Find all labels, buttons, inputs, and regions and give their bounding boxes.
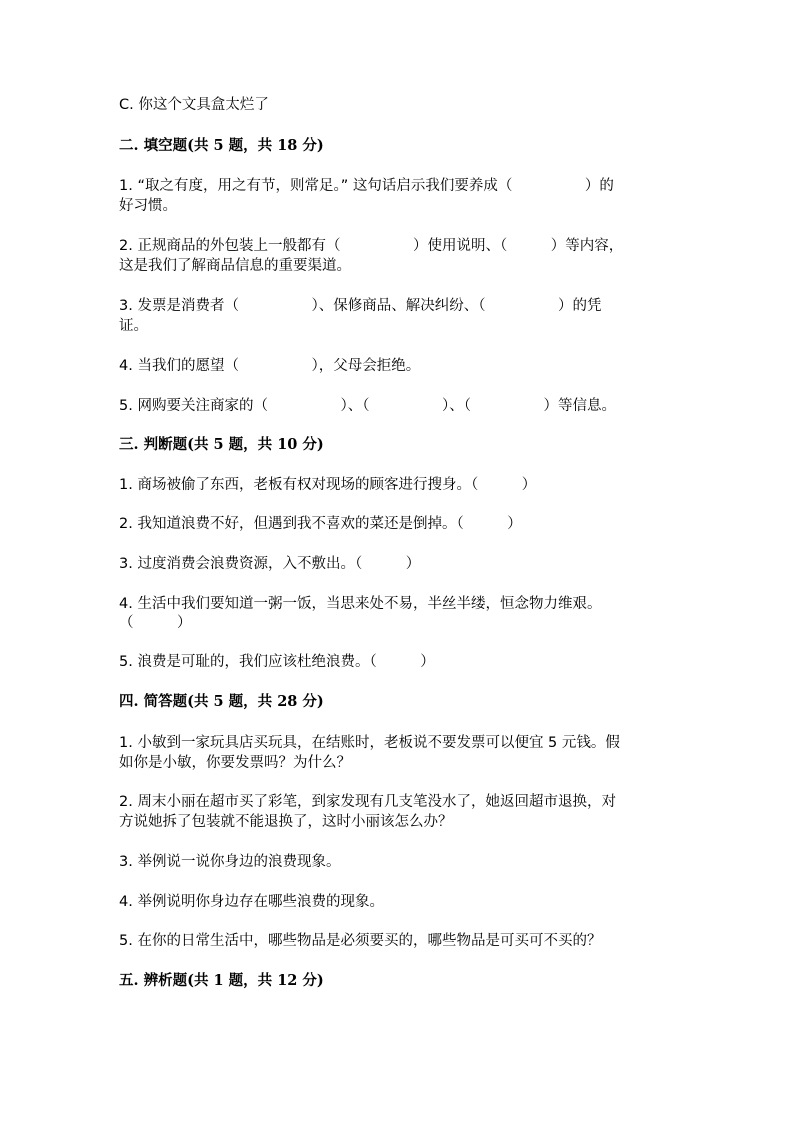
- section-title-short-answer: 四. 简答题(共 5 题，共 28 分): [119, 693, 324, 710]
- short-answer-5: 5. 在你的日常生活中，哪些物品是必须要买的，哪些物品是可买可不买的？: [119, 933, 602, 949]
- fill-question-5: 5. 网购要关注商家的（ ）、（ ）、（ ）等信息。: [119, 398, 616, 414]
- short-answer-2-line-1: 2. 周末小丽在超市买了彩笔，到家发现有几支笔没水了，她返回超市退换，对: [119, 794, 616, 810]
- fill-question-2-line-1: 2. 正规商品的外包装上一般都有（ ）使用说明、（ ）等内容，: [119, 238, 624, 254]
- fill-question-3-line-2: 证。: [119, 318, 148, 334]
- judgment-question-4-line-1: 4. 生活中我们要知道一粥一饭，当思来处不易，半丝半缕，恒念物力维艰。: [119, 596, 602, 612]
- short-answer-1-line-2: 如你是小敏，你要发票吗？为什么？: [119, 755, 351, 771]
- fill-question-4: 4. 当我们的愿望（ ），父母会拒绝。: [119, 358, 421, 374]
- fill-question-1-line-1: 1. “取之有度，用之有节，则常足。” 这句话启示我们要养成（ ）的: [119, 178, 614, 194]
- fill-question-1-line-2: 好习惯。: [119, 198, 177, 214]
- judgment-question-5: 5. 浪费是可耻的，我们应该杜绝浪费。（ ）: [119, 654, 435, 670]
- option-c: C. 你这个文具盒太烂了: [119, 97, 269, 113]
- judgment-question-2: 2. 我知道浪费不好，但遇到我不喜欢的菜还是倒掉。（ ）: [119, 516, 522, 532]
- short-answer-2-line-2: 方说她拆了包装就不能退换了，这时小丽该怎么办？: [119, 814, 453, 830]
- fill-question-2-line-2: 这是我们了解商品信息的重要渠道。: [119, 258, 351, 274]
- section-title-judgment: 三. 判断题(共 5 题，共 10 分): [119, 436, 324, 453]
- judgment-question-4-line-2: （ ）: [119, 615, 192, 631]
- judgment-question-1: 1. 商场被偷了东西，老板有权对现场的顾客进行搜身。（ ）: [119, 477, 537, 493]
- short-answer-1-line-1: 1. 小敏到一家玩具店买玩具，在结账时，老板说不要发票可以便宜 5 元钱。假: [119, 735, 620, 751]
- short-answer-3: 3. 举例说一说你身边的浪费现象。: [119, 854, 341, 870]
- short-answer-4: 4. 举例说明你身边存在哪些浪费的现象。: [119, 894, 384, 910]
- judgment-question-3: 3. 过度消费会浪费资源，入不敷出。（ ）: [119, 556, 421, 572]
- section-title-fill-in: 二. 填空题(共 5 题，共 18 分): [119, 137, 324, 154]
- section-title-analysis: 五. 辨析题(共 1 题，共 12 分): [119, 972, 324, 989]
- fill-question-3-line-1: 3. 发票是消费者（ ）、保修商品、解决纠纷、（ ）的凭: [119, 298, 602, 314]
